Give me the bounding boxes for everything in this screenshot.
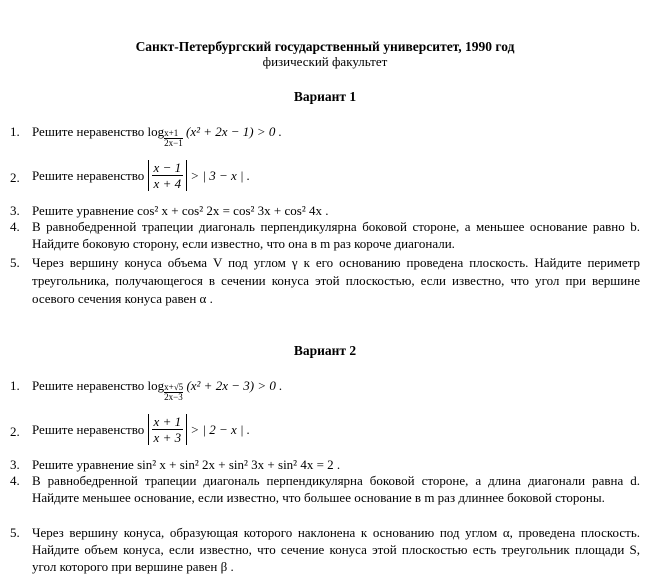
problem-text: В равнобедренной трапеции диагональ перпендикулярна боковой стороне, а длина диагонали равна d. Найдите меньшее основание, если известно, что большее основание в m раз длиннее боковой стороны.: [32, 473, 640, 505]
v2-problem-2: [10, 414, 640, 450]
problem-text: Решите уравнение sin² x + sin² 2x + sin² 3x + sin² 4x = 2 .: [32, 457, 341, 472]
variant-1-heading: Вариант 1: [293, 89, 357, 104]
v1-problem-2: [10, 160, 640, 196]
problem-number: 3.: [10, 457, 20, 472]
problem-number: 2.: [10, 424, 20, 439]
problem-text: Решите неравенство log $\frac{x+√5}{2x-3}$ (x² + 2x − 3) > 0 .: [32, 378, 283, 402]
variant-2-heading: Вариант 2: [293, 343, 357, 358]
problem-number: 4.: [10, 473, 20, 488]
problem-text: Решите неравенство $\frac{x + 1}{x + 3}$ > | 2 − x | .: [32, 414, 251, 445]
problem-text: В равнобедренной трапеции диагональ перпендикулярна боковой стороне, а меньшее основание равно b. Найдите боковую сторону, если известно, что она в m раз короче диагонали.: [32, 219, 640, 251]
problem-text: Через вершину конуса объема V под углом γ к его основанию проведена плоскость. Найдите периметр треугольника, получающегося в сечении конуса этой плоскостью, если известно, что угол при вершине осевого сечения конуса равен α .: [32, 255, 640, 306]
problem-number: 1.: [10, 124, 20, 139]
problem-number: 3.: [10, 203, 20, 218]
problem-text: Решите неравенство log $\frac{x+1}{2x-1}$ (x² + 2x − 1) > 0 .: [32, 124, 282, 148]
problem-text: Решите неравенство $\frac{x - 1}{x + 4}$ > | 3 − x | .: [32, 160, 251, 191]
v1-problem-1: [10, 123, 640, 153]
problem-number: 1.: [10, 378, 20, 393]
problem-number: 2.: [10, 170, 20, 185]
problem-number: 4.: [10, 219, 20, 234]
document-subtitle: физический факультет: [262, 54, 388, 69]
problem-number: 5.: [10, 255, 20, 270]
problem-text: Решите уравнение cos² x + cos² 2x = cos² 3x + cos² 4x .: [32, 203, 329, 218]
problem-text: Через вершину конуса, образующая которого наклонена к основанию под углом α, проведена плоскость. Найдите объем конуса, если известно, что сечение конуса этой плоскостью есть треугольник площади S, угол которого при вершине равен β .: [32, 525, 640, 574]
document-title: Санкт-Петербургский государственный университет, 1990 год: [135, 39, 515, 54]
problem-number: 5.: [10, 525, 20, 540]
v2-problem-1: [10, 377, 640, 407]
